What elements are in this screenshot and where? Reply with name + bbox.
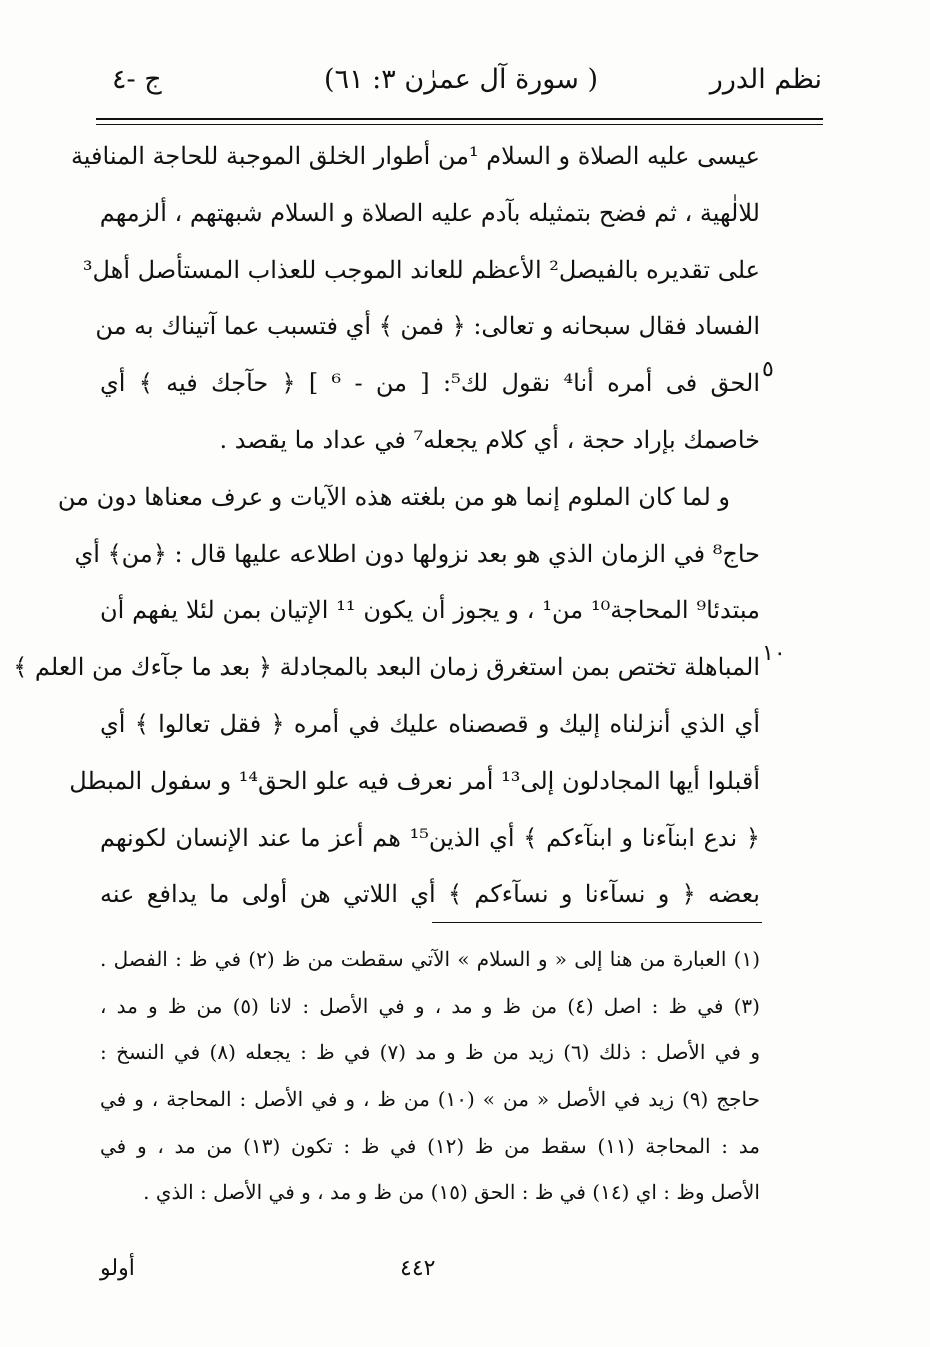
margin-line-number: ٥ xyxy=(762,357,774,382)
text-line: للالٰهية ، ثم فضح بتمثيله بآدم عليه الصلاة و السلام شبهتهم ، ألزمهم xyxy=(99,198,760,227)
text-line: مبتدئا⁹ المحاجة¹⁰ من¹ ، و يجوز أن يكون ¹¹ الإتيان بمن لئلا يفهم أن xyxy=(100,596,760,625)
footnote-line: حاجج (٩) زيد في الأصل « من » (١٠) من ظ ، و في الأصل : المحاجة ، و في xyxy=(100,1087,761,1112)
text-line: و لما كان الملوم إنما هو من بلغته هذه الآيات و عرف معناها دون من xyxy=(57,482,730,511)
footnote-line: (١) العبارة من هنا إلى « و السلام » الآتي سقطت من ظ (٢) في ظ : الفصل . xyxy=(100,947,761,971)
book-title: نظم الدرر xyxy=(709,64,822,95)
header-rule xyxy=(96,118,823,120)
catchword: أولو xyxy=(100,1256,135,1281)
running-header xyxy=(100,58,822,108)
footnote-line: و في الأصل : ذلك (٦) زيد من ظ و مد (٧) في ظ : يجعله (٨) في النسخ : xyxy=(100,1040,761,1065)
volume-number: ج -٤ xyxy=(112,64,162,95)
footnote-line: الأصل وظ : اي (١٤) في ظ : الحق (١٥) من ظ و مد ، و في الأصل : الذي . xyxy=(143,1180,760,1205)
text-line: أي الذي أنزلناه إليك و قصصناه عليك في أمره ﴿ فقل تعالوا ﴾ أي xyxy=(100,709,761,738)
text-line: عيسى عليه الصلاة و السلام ¹من أطوار الخلق الموجبة للحاجة المنافية xyxy=(70,142,760,170)
footnote-rule xyxy=(432,922,762,923)
text-line: حاج⁸ في الزمان الذي هو بعد نزولها دون اطلاعه عليها قال : ﴿من﴾ أي xyxy=(74,539,760,568)
footnote-line: مد : المحاجة (١١) سقط من ظ (١٢) في ظ : تكون (١٣) من مد ، و في xyxy=(100,1133,760,1158)
footnotes xyxy=(100,936,760,1216)
text-line: ﴿ ندع ابنآءنا و ابنآءكم ﴾ أي الذين¹⁵ هم أعز ما عند الإنسان لكونهم xyxy=(100,823,760,852)
page-number: ٤٤٢ xyxy=(400,1256,436,1281)
text-line: بعضه ﴿ و نسآءنا و نسآءكم ﴾ أي اللاتي هن أولى ما يدافع عنه xyxy=(100,880,760,909)
text-line: الحق فى أمره أنا⁴ نقول لك⁵: [ من - ⁶ ] ﴿ حآجك فيه ﴾ أي xyxy=(100,369,761,398)
text-line: المباهلة تختص بمن استغرق زمان البعد بالمجادلة ﴿ بعد ما جآءك من العلم ﴾ xyxy=(13,653,760,682)
header-rule-thin xyxy=(96,124,823,125)
footnote-line: (٣) في ظ : اصل (٤) من ظ و مد ، و في الأصل : لانا (٥) من ظ و مد ، xyxy=(100,993,760,1018)
text-line: خاصمك بإراد حجة ، أي كلام يجعله⁷ في عداد ما يقصد . xyxy=(219,425,760,454)
text-line: أقبلوا أيها المجادلون إلى¹³ أمر نعرف فيه علو الحق¹⁴ و سفول المبطل xyxy=(69,766,760,795)
text-line: على تقديره بالفيصل² الأعظم للعاند الموجب للعذاب المستأصل أهل³ xyxy=(82,255,760,284)
surah-reference: ( سورة آل عمرٰن ٣: ٦١) xyxy=(324,64,598,95)
page-footer xyxy=(100,1252,760,1292)
margin-line-number: ١٠ xyxy=(762,641,786,666)
text-line: الفساد فقال سبحانه و تعالى: ﴿ فمن ﴾ أي فتسبب عما آتيناك به من xyxy=(95,312,760,341)
main-text xyxy=(13,128,761,923)
